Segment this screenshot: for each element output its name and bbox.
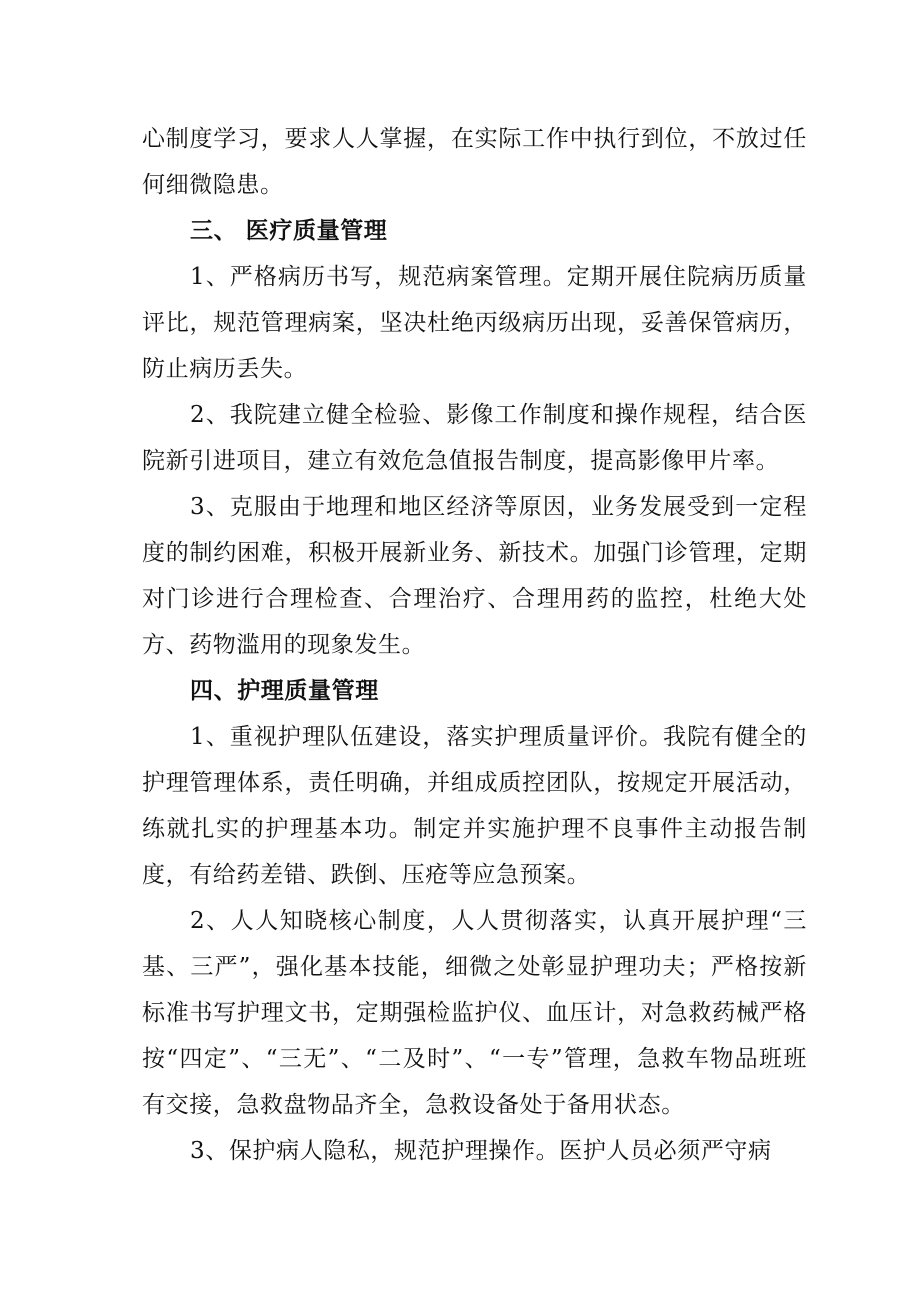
paragraph-core-systems: 2、人人知晓核心制度，人人贯彻落实，认真开展护理“三基、三严”，强化基本技能，细微之处彰显护理功夫；严格按新标准书写护理文书，定期强检监护仪、血压计，对急救药械严格按“四定”、“三无”、“二及时”、“一专”管理，急救车物品班班有交接，急救盘物品齐全，急救设备处于备用状态。 [142, 908, 807, 1118]
section-heading-nursing-quality: 四、护理质量管理 [190, 678, 379, 704]
paragraph-medical-records: 1、严格病历书写，规范病案管理。定期开展住院病历质量评比，规范管理病案，坚决杜绝丙级病历出现，妥善保管病历，防止病历丢失。 [142, 264, 807, 382]
continuation-paragraph: 心制度学习，要求人人掌握，在实际工作中执行到位，不放过任何细微隐患。 [142, 126, 807, 198]
paragraph-lab-imaging: 2、我院建立健全检验、影像工作制度和操作规程，结合医院新引进项目，建立有效危急值报告制度，提高影像甲片率。 [142, 402, 807, 474]
paragraph-patient-privacy: 3、保护病人隐私，规范护理操作。医护人员必须严守病 [190, 1138, 772, 1164]
document-body [142, 116, 807, 1174]
paragraph-outpatient-management: 3、克服由于地理和地区经济等原因，业务发展受到一定程度的制约困难，积极开展新业务、新技术。加强门诊管理，定期对门诊进行合理检查、合理治疗、合理用药的监控，杜绝大处方、药物滥用的现象发生。 [142, 494, 807, 658]
section-heading-medical-quality: 三、 医疗质量管理 [190, 218, 388, 244]
paragraph-nursing-team: 1、重视护理队伍建设，落实护理质量评价。我院有健全的护理管理体系，责任明确，并组成质控团队，按规定开展活动，练就扎实的护理基本功。制定并实施护理不良事件主动报告制度，有给药差错、跌倒、压疮等应急预案。 [142, 724, 807, 888]
